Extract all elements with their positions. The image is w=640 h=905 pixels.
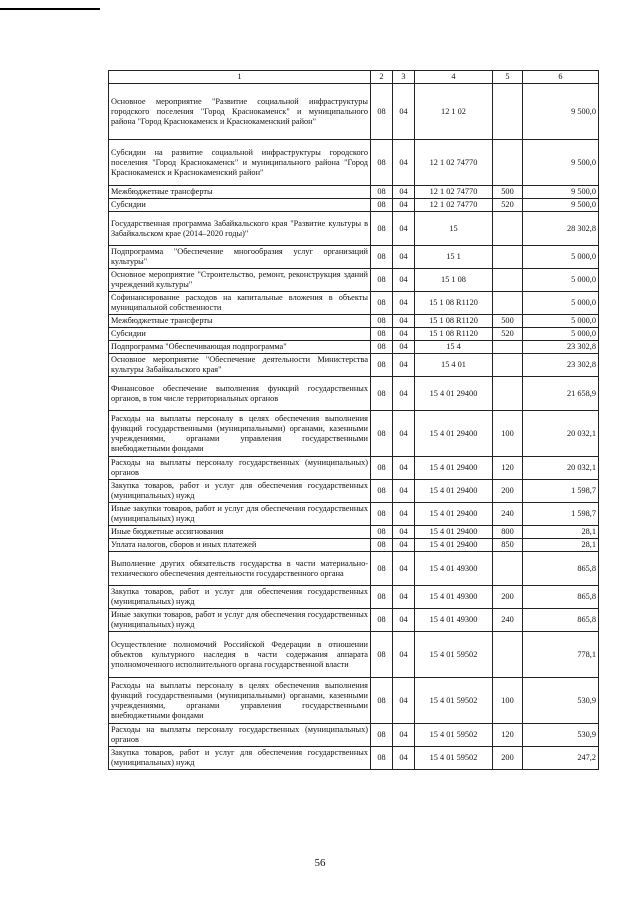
- row-subsection: 04: [393, 632, 415, 678]
- row-expense-type: 500: [493, 186, 523, 199]
- row-description: Осуществление полномочий Российской Федерации в отношении объектов культурного наследия в части содержания аппарата уполномоченного исполнительного органа государственной власти: [109, 632, 371, 678]
- row-section: 08: [371, 526, 393, 539]
- row-section: 08: [371, 140, 393, 186]
- row-section: 08: [371, 315, 393, 328]
- table-row: [109, 354, 599, 377]
- row-section: 08: [371, 341, 393, 354]
- row-expense-type: [493, 341, 523, 354]
- table-row: [109, 269, 599, 292]
- row-description: Иные бюджетные ассигнования: [109, 526, 371, 539]
- row-section: 08: [371, 212, 393, 246]
- table-row: [109, 747, 599, 770]
- row-description: Уплата налогов, сборов и иных платежей: [109, 539, 371, 552]
- row-section: 08: [371, 186, 393, 199]
- row-target-article: 15 4 01 29400: [415, 503, 493, 526]
- row-target-article: 12 1 02 74770: [415, 186, 493, 199]
- row-amount: 23 302,8: [523, 354, 599, 377]
- row-target-article: 15 4 01 49300: [415, 586, 493, 609]
- row-section: 08: [371, 199, 393, 212]
- row-description: Расходы на выплаты персоналу государственных (муниципальных) органов: [109, 724, 371, 747]
- row-expense-type: 100: [493, 411, 523, 457]
- row-subsection: 04: [393, 526, 415, 539]
- table-row: [109, 212, 599, 246]
- table-row: [109, 552, 599, 586]
- row-description: Основное мероприятие "Обеспечение деятельности Министерства культуры Забайкальского края": [109, 354, 371, 377]
- row-section: 08: [371, 632, 393, 678]
- row-description: Субсидии: [109, 328, 371, 341]
- row-section: 08: [371, 609, 393, 632]
- row-subsection: 04: [393, 269, 415, 292]
- row-section: 08: [371, 328, 393, 341]
- row-expense-type: 120: [493, 457, 523, 480]
- header-cell-1: 1: [109, 71, 371, 84]
- row-section: 08: [371, 354, 393, 377]
- row-amount: 530,9: [523, 724, 599, 747]
- row-target-article: 15 4 01 49300: [415, 609, 493, 632]
- row-description: Выполнение других обязательств государства в части материально-технического обеспечения деятельности государственного органа: [109, 552, 371, 586]
- header-cell-5: 5: [493, 71, 523, 84]
- header-cell-2: 2: [371, 71, 393, 84]
- row-section: 08: [371, 480, 393, 503]
- row-subsection: 04: [393, 609, 415, 632]
- row-expense-type: 200: [493, 480, 523, 503]
- budget-table: [108, 70, 599, 770]
- row-expense-type: 100: [493, 678, 523, 724]
- row-section: 08: [371, 411, 393, 457]
- table-row: [109, 140, 599, 186]
- row-description: Субсидии на развитие социальной инфраструктуры городского поселения "Город Краснокаменск" и муниципального района "Город Краснокаменск и Краснокаменский район": [109, 140, 371, 186]
- row-subsection: 04: [393, 140, 415, 186]
- table-row: [109, 292, 599, 315]
- row-subsection: 04: [393, 552, 415, 586]
- row-amount: 21 658,9: [523, 377, 599, 411]
- table-row: [109, 315, 599, 328]
- row-amount: 20 032,1: [523, 411, 599, 457]
- top-rule: [0, 8, 100, 10]
- row-amount: 1 598,7: [523, 480, 599, 503]
- row-subsection: 04: [393, 503, 415, 526]
- table-row: [109, 328, 599, 341]
- row-expense-type: 200: [493, 586, 523, 609]
- row-subsection: 04: [393, 212, 415, 246]
- row-subsection: 04: [393, 341, 415, 354]
- row-description: Основное мероприятие "Строительство, ремонт, реконструкция зданий учреждений культуры": [109, 269, 371, 292]
- row-section: 08: [371, 457, 393, 480]
- row-expense-type: 520: [493, 199, 523, 212]
- row-section: 08: [371, 586, 393, 609]
- row-target-article: 15 4 01 49300: [415, 552, 493, 586]
- row-expense-type: [493, 377, 523, 411]
- row-target-article: 15 1: [415, 246, 493, 269]
- row-description: Подпрограмма "Обеспечивающая подпрограмма": [109, 341, 371, 354]
- row-description: Основное мероприятие "Развитие социальной инфраструктуры городского поселения "Город Краснокаменск" и муниципального района "Город Краснокаменск и Краснокаменский район": [109, 84, 371, 140]
- row-amount: 23 302,8: [523, 341, 599, 354]
- row-target-article: 15 1 08 R1120: [415, 328, 493, 341]
- row-section: 08: [371, 678, 393, 724]
- row-section: 08: [371, 292, 393, 315]
- row-amount: 9 500,0: [523, 84, 599, 140]
- row-expense-type: [493, 292, 523, 315]
- row-expense-type: [493, 354, 523, 377]
- row-amount: 1 598,7: [523, 503, 599, 526]
- row-section: 08: [371, 269, 393, 292]
- row-subsection: 04: [393, 586, 415, 609]
- header-cell-4: 4: [415, 71, 493, 84]
- row-subsection: 04: [393, 457, 415, 480]
- row-expense-type: [493, 212, 523, 246]
- row-subsection: 04: [393, 354, 415, 377]
- row-amount: 28,1: [523, 526, 599, 539]
- row-amount: 5 000,0: [523, 328, 599, 341]
- row-amount: 20 032,1: [523, 457, 599, 480]
- row-section: 08: [371, 747, 393, 770]
- row-subsection: 04: [393, 377, 415, 411]
- row-amount: 865,8: [523, 586, 599, 609]
- row-section: 08: [371, 552, 393, 586]
- row-expense-type: [493, 632, 523, 678]
- row-description: Субсидии: [109, 199, 371, 212]
- row-subsection: 04: [393, 186, 415, 199]
- row-subsection: 04: [393, 411, 415, 457]
- row-target-article: 15 4 01 29400: [415, 457, 493, 480]
- row-amount: 778,1: [523, 632, 599, 678]
- row-expense-type: 240: [493, 503, 523, 526]
- table-row: [109, 457, 599, 480]
- row-subsection: 04: [393, 246, 415, 269]
- row-amount: 865,8: [523, 552, 599, 586]
- row-section: 08: [371, 377, 393, 411]
- row-expense-type: [493, 246, 523, 269]
- row-amount: 9 500,0: [523, 186, 599, 199]
- row-amount: 28 302,8: [523, 212, 599, 246]
- row-amount: 247,2: [523, 747, 599, 770]
- budget-table-container: [108, 70, 598, 770]
- row-subsection: 04: [393, 539, 415, 552]
- row-expense-type: 500: [493, 315, 523, 328]
- table-row: [109, 186, 599, 199]
- row-expense-type: [493, 552, 523, 586]
- row-target-article: 15: [415, 212, 493, 246]
- table-row: [109, 377, 599, 411]
- row-subsection: 04: [393, 328, 415, 341]
- row-subsection: 04: [393, 678, 415, 724]
- row-expense-type: [493, 84, 523, 140]
- table-body: [109, 71, 599, 770]
- row-target-article: 15 4: [415, 341, 493, 354]
- row-expense-type: 850: [493, 539, 523, 552]
- row-subsection: 04: [393, 292, 415, 315]
- row-amount: 9 500,0: [523, 140, 599, 186]
- row-expense-type: [493, 269, 523, 292]
- row-subsection: 04: [393, 747, 415, 770]
- row-description: Межбюджетные трансферты: [109, 186, 371, 199]
- table-row: [109, 480, 599, 503]
- row-section: 08: [371, 539, 393, 552]
- row-section: 08: [371, 246, 393, 269]
- row-expense-type: 800: [493, 526, 523, 539]
- header-cell-3: 3: [393, 71, 415, 84]
- table-row: [109, 246, 599, 269]
- row-subsection: 04: [393, 199, 415, 212]
- row-target-article: 15 4 01 59502: [415, 724, 493, 747]
- row-description: Расходы на выплаты персоналу государственных (муниципальных) органов: [109, 457, 371, 480]
- row-target-article: 15 4 01 29400: [415, 411, 493, 457]
- table-row: [109, 341, 599, 354]
- row-expense-type: 520: [493, 328, 523, 341]
- row-amount: 5 000,0: [523, 292, 599, 315]
- row-target-article: 12 1 02: [415, 84, 493, 140]
- row-description: Финансовое обеспечение выполнения функций государственных органов, в том числе территориальных органов: [109, 377, 371, 411]
- row-description: Межбюджетные трансферты: [109, 315, 371, 328]
- row-expense-type: 120: [493, 724, 523, 747]
- table-row: [109, 84, 599, 140]
- row-amount: 865,8: [523, 609, 599, 632]
- row-description: Расходы на выплаты персоналу в целях обеспечения выполнения функций государственными (муниципальными) органами, казенными учреждениями, органами управления государственными внебюджетными фондами: [109, 678, 371, 724]
- header-row: [109, 71, 599, 84]
- table-row: [109, 199, 599, 212]
- page-number: 56: [314, 857, 326, 869]
- row-amount: 5 000,0: [523, 246, 599, 269]
- row-expense-type: [493, 140, 523, 186]
- header-cell-6: 6: [523, 71, 599, 84]
- row-amount: 5 000,0: [523, 315, 599, 328]
- table-row: [109, 526, 599, 539]
- table-row: [109, 678, 599, 724]
- row-section: 08: [371, 503, 393, 526]
- row-target-article: 15 1 08: [415, 269, 493, 292]
- row-amount: 9 500,0: [523, 199, 599, 212]
- row-description: Иные закупки товаров, работ и услуг для обеспечения государственных (муниципальных) нужд: [109, 609, 371, 632]
- row-description: Софинансирование расходов на капитальные вложения в объекты муниципальной собственности: [109, 292, 371, 315]
- table-row: [109, 411, 599, 457]
- row-description: Закупка товаров, работ и услуг для обеспечения государственных (муниципальных) нужд: [109, 480, 371, 503]
- row-description: Государственная программа Забайкальского края "Развитие культуры в Забайкальском крае (2014–2020 годы)": [109, 212, 371, 246]
- table-row: [109, 586, 599, 609]
- row-target-article: 15 4 01 59502: [415, 632, 493, 678]
- row-target-article: 15 4 01 29400: [415, 377, 493, 411]
- row-target-article: 15 4 01: [415, 354, 493, 377]
- row-target-article: 15 1 08 R1120: [415, 315, 493, 328]
- row-amount: 28,1: [523, 539, 599, 552]
- row-subsection: 04: [393, 315, 415, 328]
- table-row: [109, 632, 599, 678]
- row-section: 08: [371, 84, 393, 140]
- row-description: Иные закупки товаров, работ и услуг для обеспечения государственных (муниципальных) нужд: [109, 503, 371, 526]
- row-description: Расходы на выплаты персоналу в целях обеспечения выполнения функций государственными (муниципальными) органами, казенными учреждениями, органами управления государственными внебюджетными фондами: [109, 411, 371, 457]
- row-target-article: 15 1 08 R1120: [415, 292, 493, 315]
- row-subsection: 04: [393, 724, 415, 747]
- row-amount: 530,9: [523, 678, 599, 724]
- table-row: [109, 539, 599, 552]
- row-target-article: 12 1 02 74770: [415, 199, 493, 212]
- table-row: [109, 724, 599, 747]
- row-target-article: 12 1 02 74770: [415, 140, 493, 186]
- row-description: Закупка товаров, работ и услуг для обеспечения государственных (муниципальных) нужд: [109, 747, 371, 770]
- row-expense-type: 200: [493, 747, 523, 770]
- row-target-article: 15 4 01 29400: [415, 539, 493, 552]
- row-amount: 5 000,0: [523, 269, 599, 292]
- row-section: 08: [371, 724, 393, 747]
- row-target-article: 15 4 01 29400: [415, 480, 493, 503]
- row-expense-type: 240: [493, 609, 523, 632]
- row-subsection: 04: [393, 84, 415, 140]
- row-target-article: 15 4 01 59502: [415, 747, 493, 770]
- row-subsection: 04: [393, 480, 415, 503]
- table-row: [109, 609, 599, 632]
- row-description: Подпрограмма "Обеспечение многообразия услуг организаций культуры": [109, 246, 371, 269]
- row-description: Закупка товаров, работ и услуг для обеспечения государственных (муниципальных) нужд: [109, 586, 371, 609]
- row-target-article: 15 4 01 59502: [415, 678, 493, 724]
- table-row: [109, 503, 599, 526]
- row-target-article: 15 4 01 29400: [415, 526, 493, 539]
